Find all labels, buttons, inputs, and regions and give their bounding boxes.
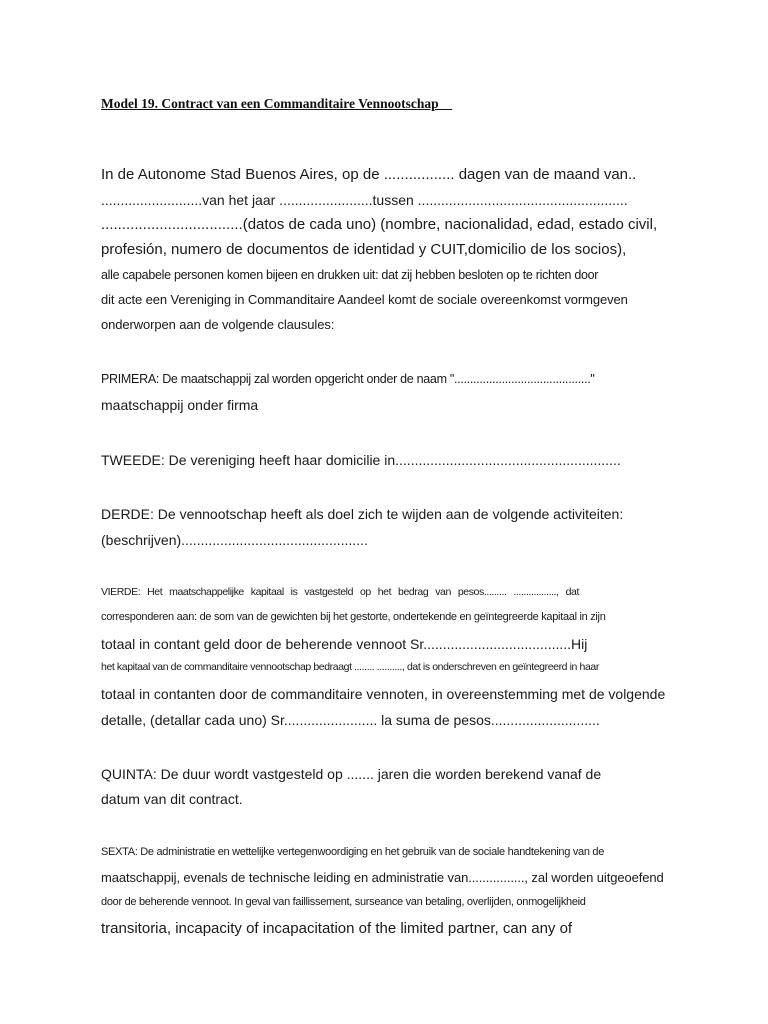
paragraph-line: profesión, numero de documentos de identidad y CUIT,domicilio de los socios), <box>101 241 627 258</box>
paragraph-line: maatschappij, evenals de technische leiding en administratie van................, zal worden uitgeoefend <box>101 870 664 885</box>
paragraph-line: (beschrijven)................................................ <box>101 532 368 548</box>
paragraph-line: ..........................van het jaar ........................tussen ...................................................... <box>101 192 628 208</box>
paragraph-line: totaal in contant geld door de beherende vennoot Sr......................................Hij <box>101 636 588 652</box>
paragraph-line: detalle, (detallar cada uno) Sr........................ la suma de pesos............................ <box>101 712 600 728</box>
paragraph-line: datum van dit contract. <box>101 791 243 807</box>
paragraph-line: door de beherende vennoot. In geval van faillissement, surseance van betaling, overlijden, onmogelijkheid <box>101 896 586 908</box>
clause-vierde: VIERDE: Het maatschappelijke kapitaal is vastgesteld op het bedrag van pesos......... ................., dat <box>101 586 579 598</box>
clause-derde: DERDE: De vennootschap heeft als doel zich te wijden aan de volgende activiteiten: <box>101 506 624 522</box>
clause-quinta: QUINTA: De duur wordt vastgesteld op ....... jaren die worden berekend vanaf de <box>101 766 602 782</box>
clause-tweede: TWEEDE: De vereniging heeft haar domicilie in.......................................................... <box>101 452 621 468</box>
paragraph-line: alle capabele personen komen bijeen en drukken uit: dat zij hebben besloten op te richten door <box>101 268 599 282</box>
paragraph-line: totaal in contanten door de commanditaire vennoten, in overeenstemming met de volgende <box>101 686 666 702</box>
paragraph-line: In de Autonome Stad Buenos Aires, op de ................. dagen van de maand van.. <box>101 166 637 183</box>
paragraph-line: onderworpen aan de volgende clausules: <box>101 317 335 332</box>
paragraph-line: maatschappij onder firma <box>101 397 259 413</box>
paragraph-line: het kapitaal van de commanditaire vennootschap bedraagt ........ .........., dat is onderschreven en geïntegreerd in haar <box>101 661 599 673</box>
clause-primera: PRIMERA: De maatschappij zal worden opgericht onder de naam "..........................................." <box>101 372 595 386</box>
paragraph-line: dit acte een Vereniging in Commanditaire Aandeel komt de sociale overeenkomst vormgeven <box>101 292 628 307</box>
paragraph-line: ..................................(datos de cada uno) (nombre, nacionalidad, edad, estado civil, <box>101 216 658 233</box>
document-title: Model 19. Contract van een Commanditaire Vennootschap <box>101 96 453 111</box>
paragraph-line: transitoria, incapacity of incapacitation of the limited partner, can any of <box>101 920 573 937</box>
paragraph-line: corresponderen aan: de som van de gewichten bij het gestorte, ondertekende en geïntegreerde kapitaal in zijn <box>101 611 606 623</box>
clause-sexta: SEXTA: De administratie en wettelijke vertegenwoordiging en het gebruik van de sociale handtekening van de <box>101 846 605 858</box>
